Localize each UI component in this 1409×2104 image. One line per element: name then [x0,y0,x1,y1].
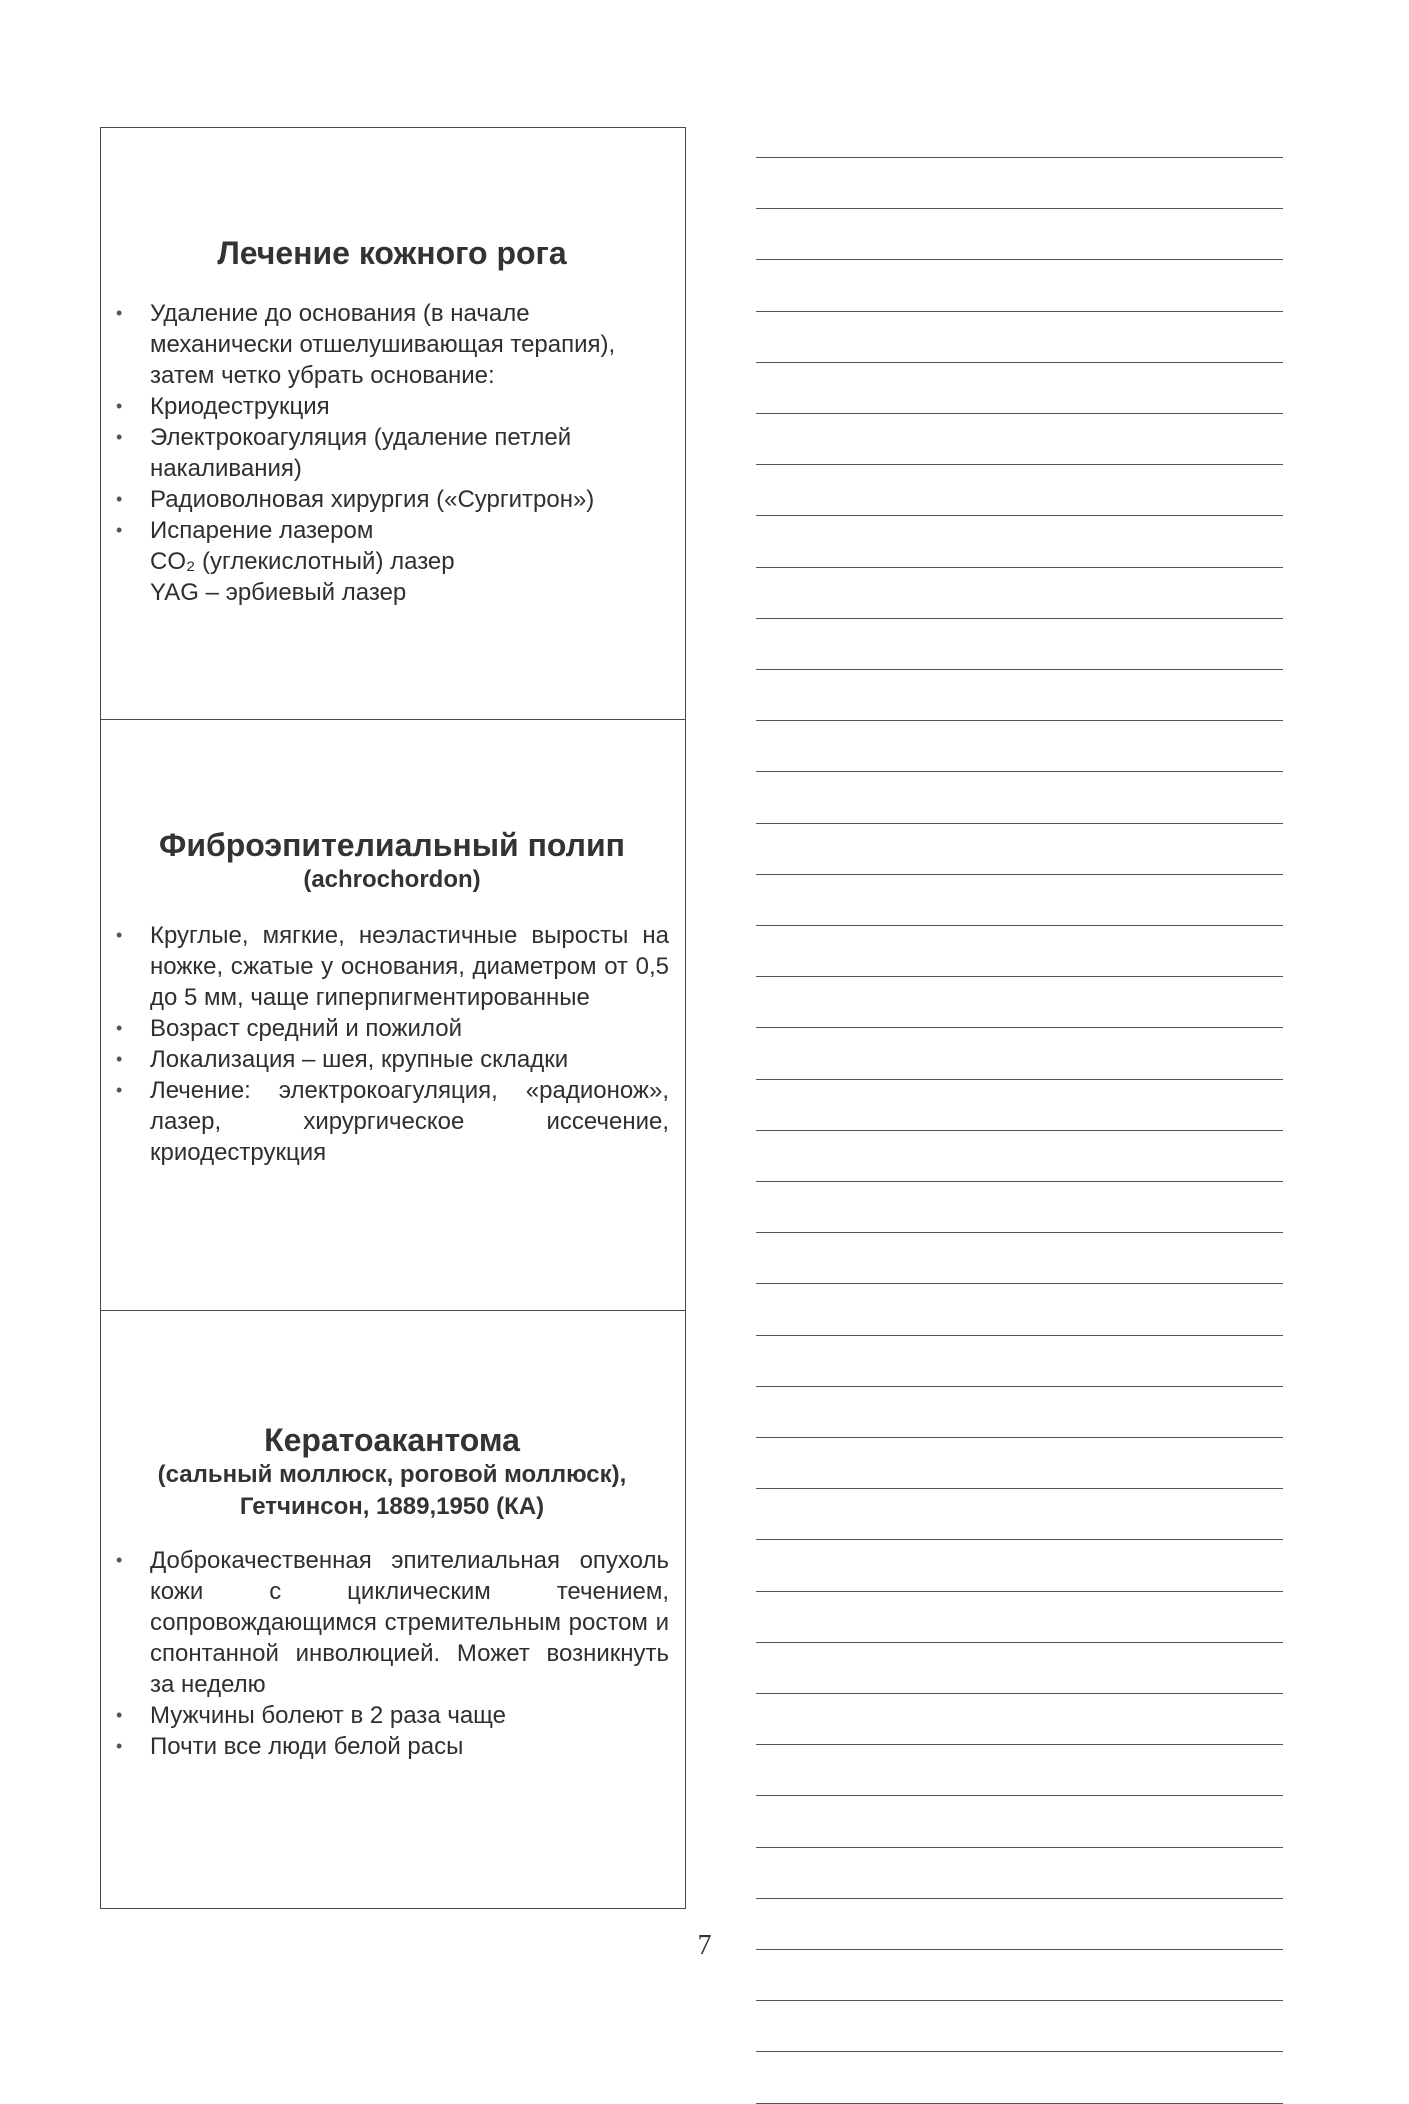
note-line [756,208,1283,209]
note-line [756,1642,1283,1643]
note-line [756,1386,1283,1387]
list-item: YAG – эрбиевый лазер [150,579,407,606]
slide-subtitle: (achrochordon) [303,866,481,893]
note-line [756,567,1283,568]
note-line [756,1027,1283,1028]
list-item: • Круглые, мягкие, неэластичные выросты на ножке, сжатые у основания, диаметром от 0,5 до 5 мм, чаще гиперпигментированные [115,920,669,1013]
slide-cutaneous-horn-treatment [101,128,685,719]
note-line [756,1539,1283,1540]
list-item: • Испарение лазером [115,515,669,546]
note-line [756,1795,1283,1796]
note-line [756,1181,1283,1182]
list-item: CO₂ (углекислотный) лазер [150,548,455,575]
note-line [756,1591,1283,1592]
note-line [756,874,1283,875]
notes-lines [756,0,1283,2050]
list-item: • Локализация – шея, крупные складки [115,1044,669,1075]
list-item: • Радиоволновая хирургия («Сургитрон») [115,484,669,515]
list-item: • Лечение: электрокоагуляция, «радионож», лазер, хирургическое иссечение, криодеструкция [115,1075,669,1168]
bullet-list [115,298,669,608]
note-line [756,1335,1283,1336]
slide-fibroepithelial-polyp [101,719,685,1310]
note-line [756,515,1283,516]
list-item: • Возраст средний и пожилой [115,1013,669,1044]
list-item: • Электрокоагуляция (удаление петлей накаливания) [115,422,669,484]
note-line [756,1283,1283,1284]
note-line [756,362,1283,363]
note-line [756,1232,1283,1233]
slide-subtitle: (сальный моллюск, роговой моллюск), Гетчинсон, 1889,1950 (КА) [157,1461,627,1520]
note-line [756,157,1283,158]
note-line [756,976,1283,977]
list-item: • Мужчины болеют в 2 раза чаще [115,1700,669,1731]
note-line [756,464,1283,465]
note-line [756,1847,1283,1848]
slide-keratoacanthoma [101,1310,685,1901]
note-line [756,823,1283,824]
note-line [756,2000,1283,2001]
note-line [756,1079,1283,1080]
slide-title: Фиброэпителиальный полип [159,827,625,863]
note-line [756,2051,1283,2052]
note-line [756,1437,1283,1438]
note-line [756,2103,1283,2104]
note-line [756,669,1283,670]
note-line [756,413,1283,414]
list-item: • Криодеструкция [115,391,669,422]
list-item: • Почти все люди белой расы [115,1731,669,1762]
bullet-list [115,920,669,1168]
list-item: • Удаление до основания (в начале механически отшелушивающая терапия), затем четко убрать основание: [115,298,669,391]
note-line [756,771,1283,772]
note-line [756,311,1283,312]
list-item: • Доброкачественная эпителиальная опухоль кожи с циклическим течением, сопровождающимся стремительным ростом и спонтанной инволюцией. Может возникнуть за неделю [115,1545,669,1700]
note-line [756,925,1283,926]
note-line [756,1488,1283,1489]
note-line [756,1130,1283,1131]
note-line [756,1744,1283,1745]
slide-title: Лечение кожного рога [217,235,567,271]
page-number: 7 [697,1930,712,1961]
bullet-list [115,1545,669,1762]
note-line [756,259,1283,260]
slides-column [100,127,686,1909]
slide-title: Кератоакантома [264,1422,520,1458]
note-line [756,1898,1283,1899]
note-line [756,720,1283,721]
note-line [756,618,1283,619]
note-line [756,1693,1283,1694]
